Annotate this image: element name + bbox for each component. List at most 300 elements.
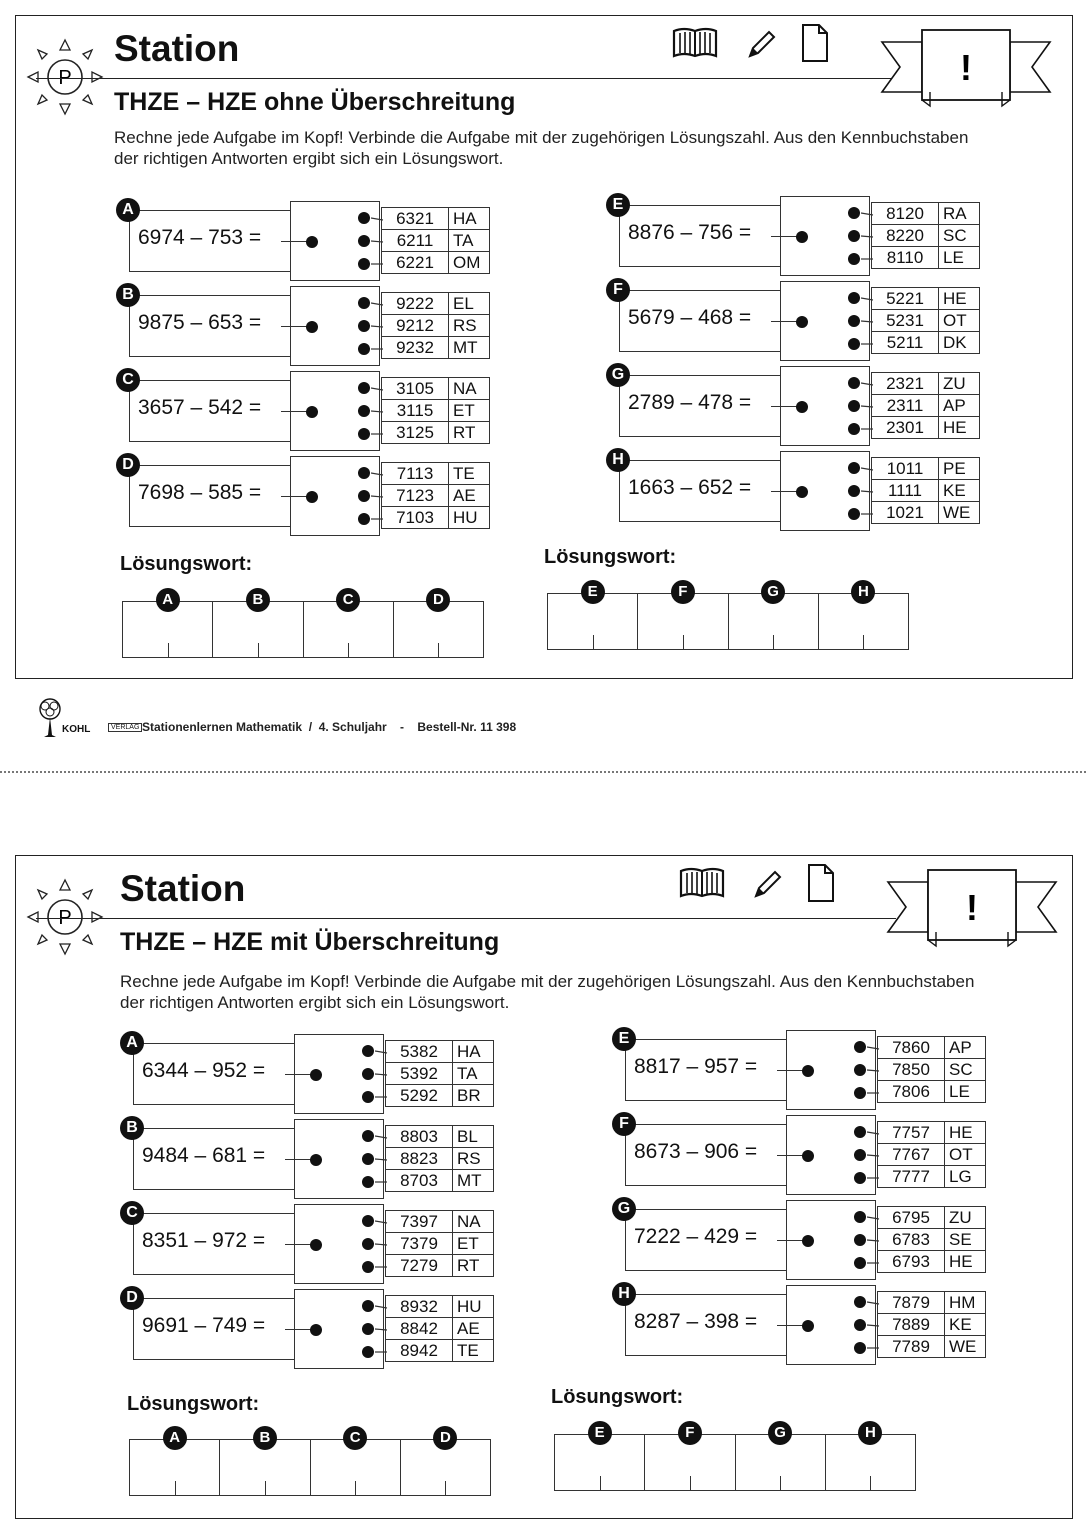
station-title: Station: [120, 868, 246, 909]
answer-code: MT: [453, 1170, 494, 1192]
answer-row: [872, 480, 980, 502]
answer-row: [872, 502, 980, 524]
answer-connection-dot[interactable]: [358, 320, 370, 332]
answer-connection-dot[interactable]: [362, 1091, 374, 1103]
task-expression: 7222 – 429 =: [634, 1225, 758, 1248]
task-connection-dot[interactable]: [310, 1069, 322, 1081]
answer-number: 7767: [878, 1144, 945, 1166]
task-expression: 9875 – 653 =: [138, 311, 262, 334]
box-tick-mark: [265, 1481, 266, 1495]
solution-letter-box[interactable]: [729, 583, 819, 649]
answer-code: HU: [453, 1296, 494, 1318]
task-expression: 1663 – 652 =: [628, 476, 752, 499]
exercise-block: [116, 453, 496, 537]
box-tick-mark: [683, 635, 684, 649]
exercise-block: [116, 368, 496, 452]
publisher-brand-sub: VERLAG: [108, 723, 142, 732]
answer-row: [382, 422, 490, 444]
answer-code: NA: [449, 378, 490, 400]
answer-row: [872, 417, 980, 439]
answer-row: [382, 400, 490, 422]
answer-row: [382, 507, 490, 529]
solution-letter-box[interactable]: [826, 1424, 915, 1490]
answer-connection-dot[interactable]: [362, 1153, 374, 1165]
answer-connection-dot[interactable]: [848, 292, 860, 304]
answer-row: [878, 1251, 986, 1273]
answer-code: TE: [449, 463, 490, 485]
answer-table: [385, 1295, 494, 1362]
answer-row: [872, 288, 980, 310]
answer-number: 7123: [382, 485, 449, 507]
exercise-letter-badge: C: [116, 368, 140, 392]
answer-table: [381, 462, 490, 529]
answer-connection-dot[interactable]: [848, 462, 860, 474]
answer-row: [878, 1122, 986, 1144]
task-connection-dot[interactable]: [796, 231, 808, 243]
box-tick-mark: [355, 1481, 356, 1495]
answer-table: [385, 1040, 494, 1107]
answer-connection-dot[interactable]: [358, 490, 370, 502]
answer-code: HM: [945, 1292, 986, 1314]
box-tick-mark: [870, 1476, 871, 1490]
answer-connection-dot[interactable]: [362, 1045, 374, 1057]
task-expression: 8351 – 972 =: [142, 1229, 266, 1252]
task-expression: 9484 – 681 =: [142, 1144, 266, 1167]
answer-connection-dot[interactable]: [854, 1211, 866, 1223]
answer-code: LE: [945, 1081, 986, 1103]
answer-number: 5392: [386, 1063, 453, 1085]
solution-box-badge: H: [851, 580, 875, 604]
answer-number: 7757: [878, 1122, 945, 1144]
answer-connection-dot[interactable]: [362, 1215, 374, 1227]
answer-number: 7379: [386, 1233, 453, 1255]
answer-connection-dot[interactable]: [854, 1087, 866, 1099]
answer-connection-dot[interactable]: [848, 253, 860, 265]
answer-connection-dot[interactable]: [848, 423, 860, 435]
answer-number: 8120: [872, 203, 939, 225]
task-expression: 6974 – 753 =: [138, 226, 262, 249]
solution-box-badge: F: [671, 580, 695, 604]
task-expression: 8673 – 906 =: [634, 1140, 758, 1163]
solution-word-boxes-right: [554, 1424, 916, 1491]
answer-code: KE: [939, 480, 980, 502]
solution-letter-box[interactable]: [304, 591, 394, 657]
sun-badge-icon: [24, 36, 106, 118]
pencil-icon: [750, 868, 784, 902]
publisher-footer: [36, 697, 636, 737]
answer-row: [872, 458, 980, 480]
answer-number: 1111: [872, 480, 939, 502]
answer-table: [871, 457, 980, 524]
answer-code: KE: [945, 1314, 986, 1336]
answer-connection-dot[interactable]: [848, 338, 860, 350]
task-expression: 8817 – 957 =: [634, 1055, 758, 1078]
exercise-letter-badge: B: [116, 283, 140, 307]
answer-connection-dot[interactable]: [848, 400, 860, 412]
answer-number: 5382: [386, 1041, 453, 1063]
task-connection-dot[interactable]: [796, 486, 808, 498]
answer-number: 8110: [872, 247, 939, 269]
pencil-icon: [744, 28, 778, 62]
answer-code: SE: [945, 1229, 986, 1251]
solution-word-label-left: Lösungswort:: [120, 553, 253, 575]
solution-box-badge: A: [163, 1426, 187, 1450]
task-connection-dot[interactable]: [310, 1324, 322, 1336]
solution-letter-box[interactable]: [401, 1429, 490, 1495]
task-connection-dot[interactable]: [306, 321, 318, 333]
answer-code: PE: [939, 458, 980, 480]
task-connection-dot[interactable]: [310, 1239, 322, 1251]
task-connection-dot[interactable]: [796, 401, 808, 413]
answer-table: [877, 1206, 986, 1273]
solution-box-badge: G: [761, 580, 785, 604]
answer-code: RT: [449, 422, 490, 444]
answer-row: [878, 1336, 986, 1358]
task-expression: 3657 – 542 =: [138, 396, 262, 419]
answer-number: 5292: [386, 1085, 453, 1107]
answer-row: [386, 1296, 494, 1318]
box-tick-mark: [175, 1481, 176, 1495]
solution-letter-box[interactable]: [130, 1429, 220, 1495]
solution-box-badge: C: [336, 588, 360, 612]
task-connection-dot[interactable]: [306, 406, 318, 418]
answer-table: [385, 1210, 494, 1277]
exercise-letter-badge: D: [120, 1286, 144, 1310]
answer-connection-dot[interactable]: [362, 1238, 374, 1250]
solution-letter-box[interactable]: [645, 1424, 735, 1490]
answer-number: 6795: [878, 1207, 945, 1229]
box-tick-mark: [438, 643, 439, 657]
answer-code: BR: [453, 1085, 494, 1107]
answer-row: [878, 1144, 986, 1166]
answer-connection-dot[interactable]: [848, 377, 860, 389]
answer-row: [382, 315, 490, 337]
answer-code: SC: [945, 1059, 986, 1081]
answer-number: 7879: [878, 1292, 945, 1314]
solution-word-boxes-right: [547, 583, 909, 650]
answer-connection-dot[interactable]: [358, 405, 370, 417]
answer-code: TA: [453, 1063, 494, 1085]
answer-code: HE: [945, 1251, 986, 1273]
answer-number: 7850: [878, 1059, 945, 1081]
answer-number: 2301: [872, 417, 939, 439]
answer-code: SC: [939, 225, 980, 247]
answer-code: OT: [945, 1144, 986, 1166]
answer-code: DK: [939, 332, 980, 354]
answer-connection-dot[interactable]: [854, 1342, 866, 1354]
answer-number: 9212: [382, 315, 449, 337]
answer-connection-dot[interactable]: [848, 485, 860, 497]
solution-letter-box[interactable]: [548, 583, 638, 649]
exercise-block: [606, 363, 986, 447]
answer-row: [386, 1211, 494, 1233]
answer-code: RT: [453, 1255, 494, 1277]
book-icon: [671, 26, 719, 60]
answer-connection-dot[interactable]: [854, 1257, 866, 1269]
worksheet-2: [15, 855, 1073, 1519]
answer-row: [872, 310, 980, 332]
answer-connection-dot[interactable]: [854, 1319, 866, 1331]
answer-number: 8703: [386, 1170, 453, 1192]
solution-letter-box[interactable]: [213, 591, 303, 657]
answer-number: 7103: [382, 507, 449, 529]
answer-row: [872, 373, 980, 395]
answer-code: OM: [449, 252, 490, 274]
answer-connection-dot[interactable]: [848, 508, 860, 520]
solution-letter-box[interactable]: [394, 591, 483, 657]
answer-code: AE: [449, 485, 490, 507]
cut-line: [0, 771, 1086, 773]
answer-connection-dot[interactable]: [854, 1126, 866, 1138]
answer-connection-dot[interactable]: [848, 207, 860, 219]
exercise-letter-badge: C: [120, 1201, 144, 1225]
answer-number: 6793: [878, 1251, 945, 1273]
answer-row: [872, 225, 980, 247]
answer-connection-dot[interactable]: [358, 258, 370, 270]
answer-code: TA: [449, 230, 490, 252]
document-icon: [800, 22, 830, 64]
solution-word-boxes-left: [122, 591, 484, 658]
box-tick-mark: [258, 643, 259, 657]
task-connection-dot[interactable]: [310, 1154, 322, 1166]
answer-number: 5231: [872, 310, 939, 332]
answer-connection-dot[interactable]: [362, 1346, 374, 1358]
answer-table: [877, 1291, 986, 1358]
answer-row: [878, 1292, 986, 1314]
answer-connection-dot[interactable]: [854, 1234, 866, 1246]
box-tick-mark: [773, 635, 774, 649]
exercise-letter-badge: E: [606, 193, 630, 217]
answer-number: 7889: [878, 1314, 945, 1336]
answer-code: ZU: [945, 1207, 986, 1229]
exercise-letter-badge: E: [612, 1027, 636, 1051]
answer-number: 9222: [382, 293, 449, 315]
answer-row: [872, 203, 980, 225]
worksheet-1: [15, 15, 1073, 679]
box-tick-mark: [445, 1481, 446, 1495]
banner-symbol: !: [960, 47, 972, 88]
answer-number: 8942: [386, 1340, 453, 1362]
exercise-block: [116, 283, 496, 367]
exercise-letter-badge: H: [612, 1282, 636, 1306]
worksheet-subtitle: THZE – HZE mit Überschreitung: [120, 928, 500, 956]
answer-connection-dot[interactable]: [358, 343, 370, 355]
solution-box-badge: C: [343, 1426, 367, 1450]
solution-letter-box[interactable]: [123, 591, 213, 657]
answer-code: NA: [453, 1211, 494, 1233]
solution-letter-box[interactable]: [555, 1424, 645, 1490]
answer-row: [382, 337, 490, 359]
sun-badge-letter: P: [58, 67, 72, 89]
answer-row: [386, 1126, 494, 1148]
solution-box-badge: F: [678, 1421, 702, 1445]
task-expression: 8876 – 756 =: [628, 221, 752, 244]
task-expression: 8287 – 398 =: [634, 1310, 758, 1333]
answer-connection-dot[interactable]: [362, 1261, 374, 1273]
answer-table: [381, 207, 490, 274]
document-icon: [806, 862, 836, 904]
solution-word-label-left: Lösungswort:: [127, 1393, 260, 1415]
answer-row: [872, 395, 980, 417]
answer-code: HE: [939, 288, 980, 310]
answer-connection-dot[interactable]: [848, 230, 860, 242]
answer-code: TE: [453, 1340, 494, 1362]
answer-code: AP: [945, 1037, 986, 1059]
exercise-letter-badge: F: [612, 1112, 636, 1136]
answer-number: 5221: [872, 288, 939, 310]
answer-row: [386, 1063, 494, 1085]
answer-row: [878, 1314, 986, 1336]
solution-box-badge: B: [246, 588, 270, 612]
solution-letter-box[interactable]: [311, 1429, 401, 1495]
answer-number: 8220: [872, 225, 939, 247]
sun-badge-icon: [24, 876, 106, 958]
book-icon: [678, 866, 726, 900]
answer-connection-dot[interactable]: [854, 1149, 866, 1161]
solution-box-badge: A: [156, 588, 180, 612]
solution-letter-box[interactable]: [819, 583, 908, 649]
footer-text: Stationenlernen Mathematik / 4. Schuljahr - Bestell-Nr. 11 398: [142, 720, 517, 734]
answer-connection-dot[interactable]: [854, 1041, 866, 1053]
answer-row: [878, 1037, 986, 1059]
exercise-letter-badge: F: [606, 278, 630, 302]
worksheet-subtitle: THZE – HZE ohne Überschreitung: [114, 88, 516, 116]
answer-connection-dot[interactable]: [362, 1323, 374, 1335]
task-connection-dot[interactable]: [306, 491, 318, 503]
answer-code: AE: [453, 1318, 494, 1340]
answer-number: 8823: [386, 1148, 453, 1170]
solution-box-badge: B: [253, 1426, 277, 1450]
solution-word-boxes-left: [129, 1429, 491, 1496]
answer-code: RS: [453, 1148, 494, 1170]
task-connection-dot[interactable]: [802, 1235, 814, 1247]
task-expression: 2789 – 478 =: [628, 391, 752, 414]
answer-code: AP: [939, 395, 980, 417]
answer-connection-dot[interactable]: [854, 1064, 866, 1076]
answer-row: [386, 1041, 494, 1063]
answer-number: 7860: [878, 1037, 945, 1059]
answer-connection-dot[interactable]: [362, 1068, 374, 1080]
answer-number: 7279: [386, 1255, 453, 1277]
task-expression: 5679 – 468 =: [628, 306, 752, 329]
answer-table: [871, 202, 980, 269]
exercise-block: [612, 1027, 992, 1111]
answer-code: BL: [453, 1126, 494, 1148]
instructions-text: Rechne jede Aufgabe im Kopf! Verbinde die Aufgabe mit der zugehörigen Lösungszahl. Aus den Kennbuchstaben der richtigen Antworten ergibt sich ein Lösungswort.: [120, 972, 975, 1012]
answer-code: OT: [939, 310, 980, 332]
header-rule: [36, 78, 896, 79]
answer-table: [871, 372, 980, 439]
box-tick-mark: [593, 635, 594, 649]
answer-code: WE: [945, 1336, 986, 1358]
answer-code: MT: [449, 337, 490, 359]
answer-number: 8932: [386, 1296, 453, 1318]
answer-code: LE: [939, 247, 980, 269]
answer-number: 1021: [872, 502, 939, 524]
answer-row: [382, 208, 490, 230]
answer-row: [386, 1318, 494, 1340]
answer-row: [878, 1207, 986, 1229]
answer-number: 7789: [878, 1336, 945, 1358]
solution-box-badge: G: [768, 1421, 792, 1445]
exercise-letter-badge: A: [116, 198, 140, 222]
answer-connection-dot[interactable]: [358, 212, 370, 224]
exercise-block: [606, 278, 986, 362]
solution-box-badge: E: [581, 580, 605, 604]
task-connection-dot[interactable]: [802, 1065, 814, 1077]
answer-connection-dot[interactable]: [358, 467, 370, 479]
solution-letter-box[interactable]: [220, 1429, 310, 1495]
task-connection-dot[interactable]: [802, 1150, 814, 1162]
box-tick-mark: [863, 635, 864, 649]
answer-code: LG: [945, 1166, 986, 1188]
box-tick-mark: [348, 643, 349, 657]
answer-number: 6783: [878, 1229, 945, 1251]
task-connection-dot[interactable]: [796, 316, 808, 328]
answer-row: [382, 378, 490, 400]
exercise-letter-badge: D: [116, 453, 140, 477]
answer-number: 6321: [382, 208, 449, 230]
answer-code: ET: [449, 400, 490, 422]
answer-row: [386, 1340, 494, 1362]
answer-connection-dot[interactable]: [358, 428, 370, 440]
answer-row: [382, 463, 490, 485]
answer-number: 8803: [386, 1126, 453, 1148]
answer-code: HA: [449, 208, 490, 230]
answer-connection-dot[interactable]: [854, 1296, 866, 1308]
answer-row: [382, 252, 490, 274]
answer-row: [386, 1255, 494, 1277]
answer-code: HU: [449, 507, 490, 529]
solution-letter-box[interactable]: [638, 583, 728, 649]
solution-letter-box[interactable]: [736, 1424, 826, 1490]
answer-row: [386, 1233, 494, 1255]
answer-connection-dot[interactable]: [848, 315, 860, 327]
exercise-block: [612, 1282, 992, 1366]
exercise-block: [116, 198, 496, 282]
solution-box-badge: D: [433, 1426, 457, 1450]
answer-row: [382, 230, 490, 252]
answer-connection-dot[interactable]: [358, 382, 370, 394]
exercise-letter-badge: A: [120, 1031, 144, 1055]
answer-code: ZU: [939, 373, 980, 395]
task-connection-dot[interactable]: [306, 236, 318, 248]
answer-connection-dot[interactable]: [854, 1172, 866, 1184]
task-connection-dot[interactable]: [802, 1320, 814, 1332]
answer-code: RS: [449, 315, 490, 337]
answer-connection-dot[interactable]: [358, 297, 370, 309]
answer-code: ET: [453, 1233, 494, 1255]
answer-number: 3115: [382, 400, 449, 422]
task-expression: 6344 – 952 =: [142, 1059, 266, 1082]
answer-connection-dot[interactable]: [362, 1176, 374, 1188]
banner-symbol: !: [966, 887, 978, 928]
answer-connection-dot[interactable]: [358, 513, 370, 525]
exclamation-banner-icon: [884, 862, 1060, 948]
answer-code: HA: [453, 1041, 494, 1063]
answer-connection-dot[interactable]: [358, 235, 370, 247]
answer-connection-dot[interactable]: [362, 1300, 374, 1312]
answer-number: 1011: [872, 458, 939, 480]
answer-connection-dot[interactable]: [362, 1130, 374, 1142]
exercise-block: [120, 1286, 500, 1370]
box-tick-mark: [780, 1476, 781, 1490]
box-tick-mark: [168, 643, 169, 657]
solution-word-label-right: Lösungswort:: [551, 1386, 684, 1408]
answer-code: RA: [939, 203, 980, 225]
solution-word-label-right: Lösungswort:: [544, 546, 677, 568]
answer-row: [872, 247, 980, 269]
